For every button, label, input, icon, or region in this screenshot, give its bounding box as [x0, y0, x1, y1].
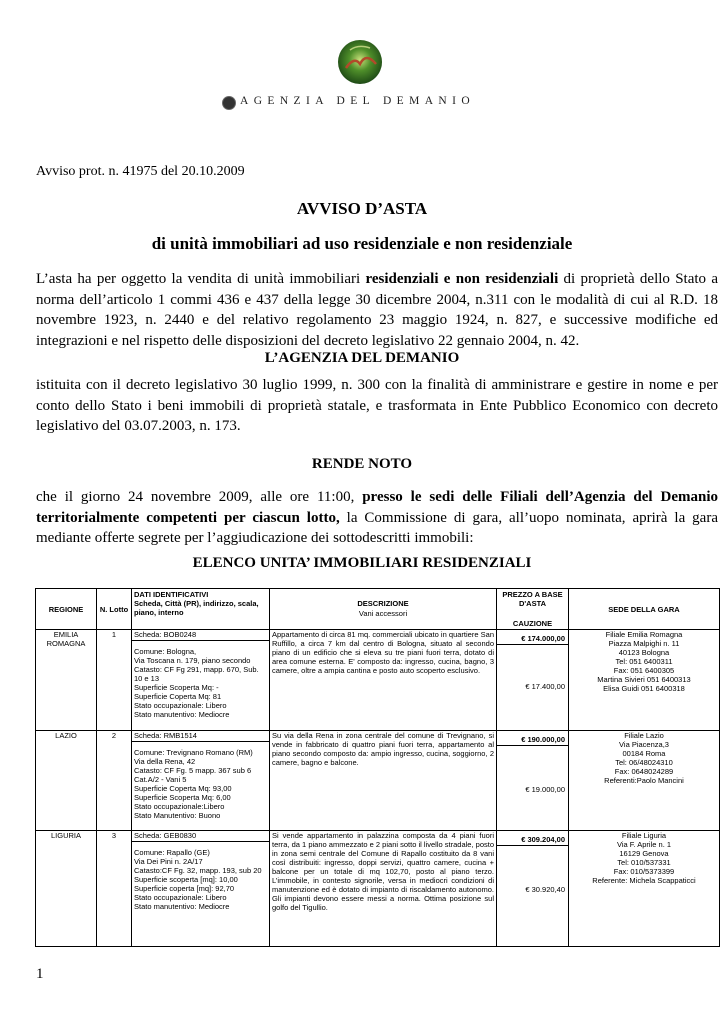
rende-noto-paragraph: che il giorno 24 novembre 2009, alle ore 11:00, presso le sedi delle Filiali dell’Agenzia del Demanio territorialmente competenti per ciascun lotto, la Commissione di gara, all’uopo nominata, aprirà la gara mediante offerte segrete per l’aggiudicazione dei sottodescritti immobili: — [36, 489, 718, 546]
notice-title: AVVISO D’ASTA — [296, 199, 428, 218]
price-cell: € 190.000,00 € 19.000,00 — [497, 731, 569, 831]
lots-table — [35, 588, 720, 947]
agency-heading: L’AGENZIA DEL DEMANIO — [264, 350, 460, 366]
lot-cell: 1 — [97, 630, 132, 731]
header-price: PREZZO A BASE D'ASTA CAUZIONE — [497, 589, 569, 630]
page-number: 1 — [36, 966, 44, 982]
agency-name: AGENZIA DEL DEMANIO — [240, 95, 476, 107]
region-cell: LAZIO — [36, 731, 97, 831]
venue-cell: Filiale Lazio Via Piacenza,3 00184 Roma Tel: 06/48024310 Fax: 0648024289 Referenti:Paolo Mancini — [569, 731, 720, 831]
header-identification: DATI IDENTIFICATIVI Scheda, Città (PR), indirizzo, scala, piano, interno — [132, 589, 270, 630]
rende-noto-heading: RENDE NOTO — [311, 456, 413, 472]
header-venue: SEDE DELLA GARA — [569, 589, 720, 630]
list-heading: ELENCO UNITA’ IMMOBILIARI RESIDENZIALI — [192, 555, 532, 571]
description-cell: Appartamento di circa 81 mq. commerciali ubicato in quartiere San Ruffillo, a circa 7 km dal centro di Bologna, situato al secondo piano di un edificio che si eleva su tre piani fuori terra, dotato di area comune esterna. E' composto da: ingresso, cucina, bagno, 3 camere, oltre a ampia cantina e posto auto scoperto esclusivo. — [270, 630, 497, 731]
lot-cell: 2 — [97, 731, 132, 831]
price-cell: € 309.204,00 € 30.920,40 — [497, 831, 569, 947]
agency-logo — [336, 38, 384, 90]
description-cell: Su via della Rena in zona centrale del comune di Trevignano, si vende in fabbricato di quattro piani fuori terra, appartamento al piano secondo composto da: ampio ingresso, cucina, soggiorno, 2 camere, bagno e balcone. — [270, 731, 497, 831]
agency-wordmark — [222, 96, 502, 110]
notice-subtitle: di unità immobiliari ad uso residenziale e non residenziale — [151, 234, 573, 253]
table-header-row — [36, 589, 720, 630]
venue-cell: Filiale Emilia Romagna Piazza Malpighi n. 11 40123 Bologna Tel: 051 6400311 Fax: 051 6400305 Martina Sivieri 051 6400313 Elisa Guidi 051 6400318 — [569, 630, 720, 731]
notice-reference: Avviso prot. n. 41975 del 20.10.2009 — [36, 164, 245, 179]
region-cell: EMILIA ROMAGNA — [36, 630, 97, 731]
price-cell: € 174.000,00 € 17.400,00 — [497, 630, 569, 731]
table-row — [36, 731, 720, 831]
description-cell: Si vende appartamento in palazzina composta da 4 piani fuori terra, da 1 piano ammezzato e 2 piani sotto il livello stradale, posto in zona semi centrale del Comune di Rapallo costituito da 8 vani così distribuiti: ingresso, doppi servizi, quattro camere, cucina + balcone per un totale di mq 102,70, posto al piano terzo. L’immobile, in contesto signorile, versa in mediocri condizioni di manutenzione ed è dotato di impianto di riscaldamento autonomo. Gli impianti devono essere messi a norma. Ottima posizione sul golfo del Tigullio. — [270, 831, 497, 947]
region-cell: LIGURIA — [36, 831, 97, 947]
intro-paragraph: L’asta ha per oggetto la vendita di unità immobiliari residenziali e non residenziali di proprietà dello Stato a norma dell’articolo 1 commi 436 e 437 della legge 30 dicembre 2004, n.311 con le modalità di cui al R.D. 18 novembre 1923, n. 2440 e del relativo regolamento 23 maggio 1924, n. 827, e successive modifiche ed integrazioni e nel rispetto delle disposizioni del decreto legislativo 22 gennaio 2004, n. 42. — [36, 271, 718, 349]
venue-cell: Filiale Liguria Via F. Aprile n. 1 16129 Genova Tel: 010/537331 Fax: 010/5373399 Referente: Michela Scappaticci — [569, 831, 720, 947]
agency-seal-icon — [222, 96, 236, 110]
agency-paragraph: istituita con il decreto legislativo 30 luglio 1999, n. 300 con la finalità di amministrare e gestire in nome e per conto dello Stato i beni immobili di proprietà statale, e trasformata in Ente Pubblico Economico con decreto legislativo del 03.07.2003, n. 173. — [36, 377, 718, 434]
table-row — [36, 630, 720, 731]
header-description: DESCRIZIONE Vani accessori — [270, 589, 497, 630]
ident-cell: Scheda: GEB0830 Comune: Rapallo (GE) Via Dei Pini n. 2A/17 Catasto:CF Fg. 32, mapp. 193, sub 20 Superficie scoperta [mq]: 10,00 Superficie coperta [mq]: 92,70 Stato occupazionale: Libero Stato manutentivo: Mediocre — [132, 831, 270, 947]
ident-cell: Scheda: BOB0248 Comune: Bologna, Via Toscana n. 179, piano secondo Catasto: CF Fg 291, mapp. 670, Sub. 10 e 13 Superficie Scoperta Mq: - Superficie Coperta Mq: 81 Stato occupazionale: Libero Stato manutentivo: Mediocre — [132, 630, 270, 731]
ident-cell: Scheda: RMB1514 Comune: Trevignano Romano (RM) Via della Rena, 42 Catasto: CF Fg. 5 mapp. 367 sub 6 Cat.A/2 - Vani 5 Superficie Coperta Mq: 93,00 Superficie Scoperta Mq: 6,00 Stato occupazionale:Libero Stato Manutentivo: Buono — [132, 731, 270, 831]
table-row — [36, 831, 720, 947]
header-region: REGIONE — [36, 589, 97, 630]
lot-cell: 3 — [97, 831, 132, 947]
header-lot: N. Lotto — [97, 589, 132, 630]
